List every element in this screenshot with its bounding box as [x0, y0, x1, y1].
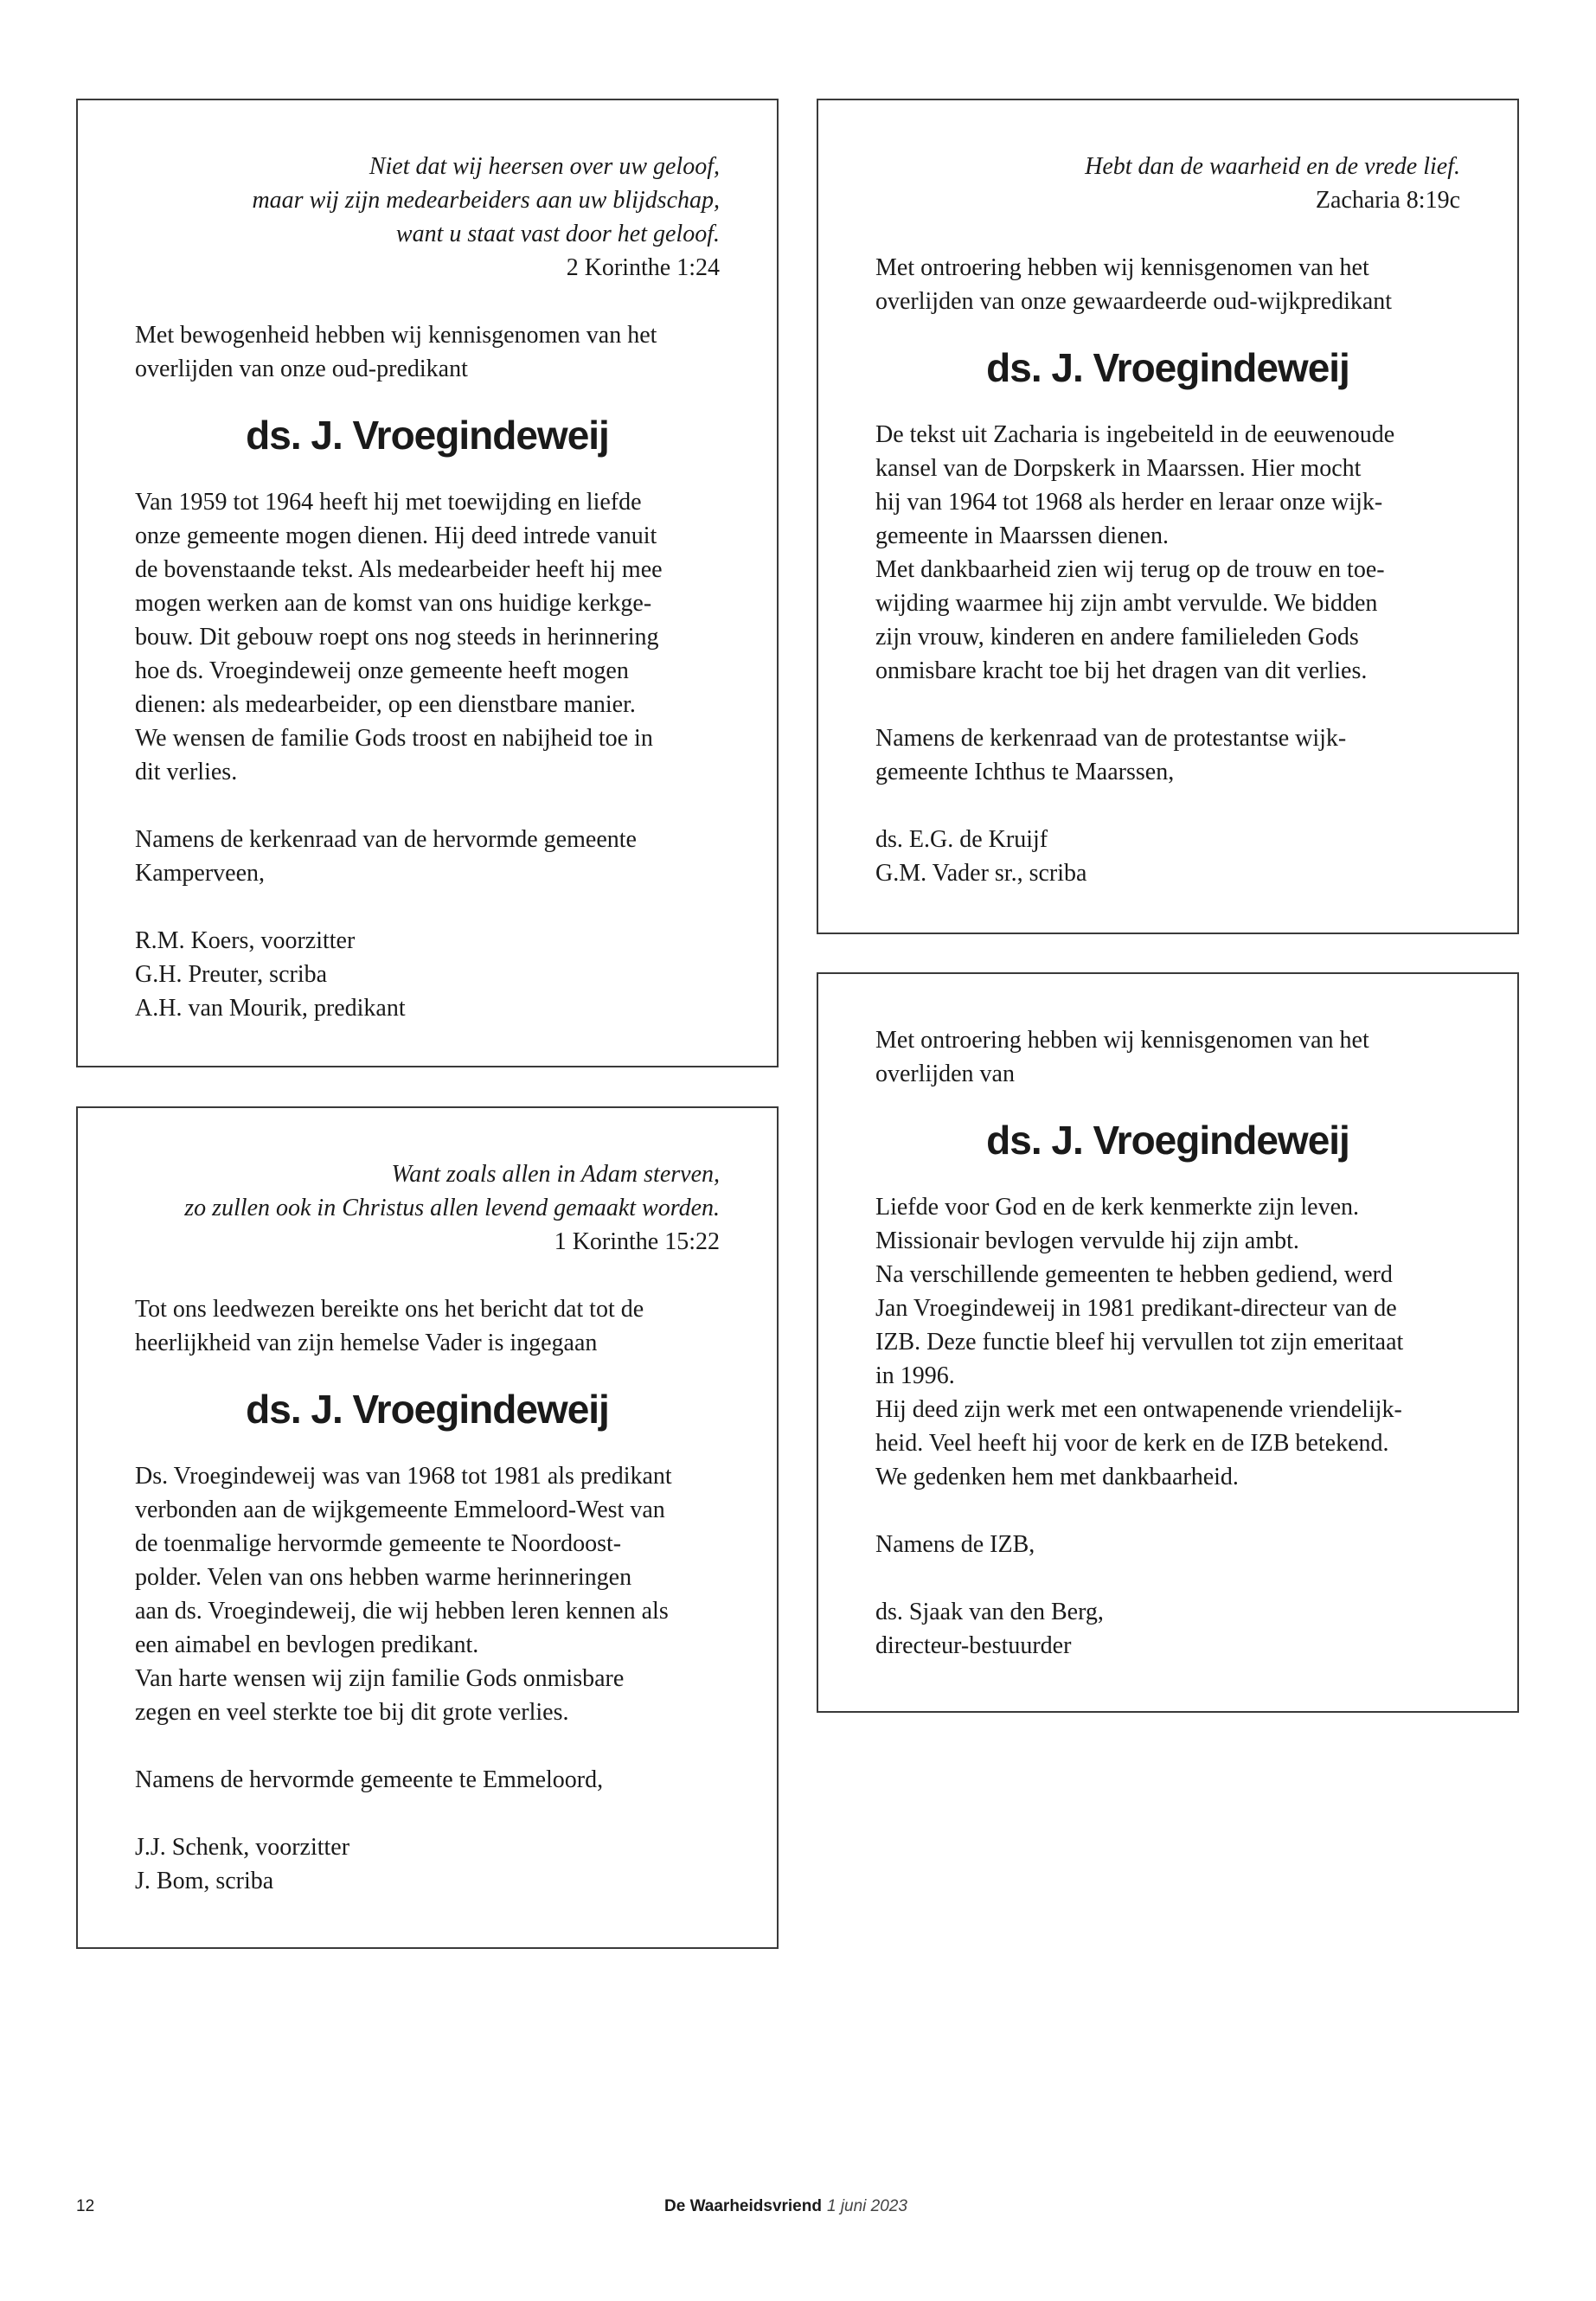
- bible-quote: Niet dat wij heersen over uw geloof, maar wij zijn medearbeiders aan uw blijdschap, want u staat vast door het geloof.: [252, 153, 720, 247]
- page-number: 12: [76, 2197, 95, 2215]
- notice-signatures: J.J. Schenk, voorzitter J. Bom, scriba: [135, 1834, 350, 1894]
- notice-sender: Namens de hervormde gemeente te Emmeloord,: [135, 1766, 604, 1793]
- deceased-name: ds. J. Vroegindeweij: [246, 413, 609, 458]
- bible-quote: Want zoals allen in Adam sterven, zo zullen ook in Christus allen levend gemaakt worden.: [184, 1161, 720, 1221]
- notice-izb: [817, 972, 1519, 1713]
- notice-signatures: R.M. Koers, voorzitter G.H. Preuter, scriba A.H. van Mourik, predikant: [135, 927, 406, 1022]
- notice-signatures: ds. E.G. de Kruijf G.M. Vader sr., scriba: [875, 826, 1087, 887]
- deceased-name: ds. J. Vroegindeweij: [986, 1118, 1349, 1163]
- deceased-name: ds. J. Vroegindeweij: [986, 345, 1349, 390]
- bible-reference: Zacharia 8:19c: [1315, 187, 1460, 214]
- notice-intro: Met bewogenheid hebben wij kennisgenomen van het overlijden van onze oud-predikant: [135, 322, 657, 382]
- publication-footer: [664, 2197, 907, 2216]
- notice-sender: Namens de kerkenraad van de protestantse wijk- gemeente Ichthus te Maarssen,: [875, 725, 1347, 785]
- publication-name: De Waarheidsvriend: [664, 2197, 822, 2215]
- bible-reference: 2 Korinthe 1:24: [566, 254, 720, 281]
- notice-kamperveen: [76, 99, 779, 1067]
- notice-body: Ds. Vroegindeweij was van 1968 tot 1981 als predikant verbonden aan de wijkgemeente Emmeloord-West van de toenmalige hervormde gemeente te Noordoost- polder. Velen van ons hebben warme herinneringen aan ds. Vroegindeweij, die wij hebben leren kennen als een aimabel en bevlogen predikant. Van harte wensen wij zijn familie Gods onmisbare zegen en veel sterkte toe bij dit grote verlies.: [135, 1463, 672, 1726]
- notice-body: De tekst uit Zacharia is ingebeiteld in de eeuwenoude kansel van de Dorpskerk in Maarssen. Hier mocht hij van 1964 tot 1968 als herder en leraar onze wijk- gemeente in Maarssen dienen. Met dankbaarheid zien wij terug op de trouw en toe- wijding waarmee hij zijn ambt vervulde. We bidden zijn vrouw, kinderen en andere familieleden Gods onmisbare kracht toe bij het dragen van dit verlies.: [875, 421, 1395, 684]
- notice-signatures: ds. Sjaak van den Berg, directeur-bestuurder: [875, 1599, 1104, 1659]
- notice-intro: Met ontroering hebben wij kennisgenomen van het overlijden van onze gewaardeerde oud-wijkpredikant: [875, 254, 1393, 315]
- notice-maarssen: [817, 99, 1519, 934]
- notice-intro: Tot ons leedwezen bereikte ons het bericht dat tot de heerlijkheid van zijn hemelse Vader is ingegaan: [135, 1296, 644, 1356]
- notice-emmeloord: [76, 1106, 779, 1949]
- publication-date: 1 juni 2023: [826, 2197, 907, 2215]
- deceased-name: ds. J. Vroegindeweij: [246, 1387, 609, 1432]
- notice-body: Van 1959 tot 1964 heeft hij met toewijding en liefde onze gemeente mogen dienen. Hij deed intrede vanuit de bovenstaande tekst. Als medearbeider heeft hij mee mogen werken aan de komst van ons huidige kerkge- bouw. Dit gebouw roept ons nog steeds in herinnering hoe ds. Vroegindeweij onze gemeente heeft mogen dienen: als medearbeider, op een dienstbare manier. We wensen de familie Gods troost en nabijheid toe in dit verlies.: [135, 489, 663, 785]
- notice-intro: Met ontroering hebben wij kennisgenomen van het overlijden van: [875, 1027, 1369, 1087]
- notice-body: Liefde voor God en de kerk kenmerkte zijn leven. Missionair bevlogen vervulde hij zijn ambt. Na verschillende gemeenten te hebben gediend, werd Jan Vroegindeweij in 1981 predikant-directeur van de IZB. Deze functie bleef hij vervullen tot zijn emeritaat in 1996. Hij deed zijn werk met een ontwapenende vriendelijk- heid. Veel heeft hij voor de kerk en de IZB betekend. We gedenken hem met dankbaarheid.: [875, 1194, 1404, 1490]
- notice-sender: Namens de kerkenraad van de hervormde gemeente Kamperveen,: [135, 826, 637, 887]
- bible-reference: 1 Korinthe 15:22: [554, 1228, 720, 1255]
- notice-sender: Namens de IZB,: [875, 1531, 1035, 1558]
- bible-quote: Hebt dan de waarheid en de vrede lief.: [1085, 153, 1460, 180]
